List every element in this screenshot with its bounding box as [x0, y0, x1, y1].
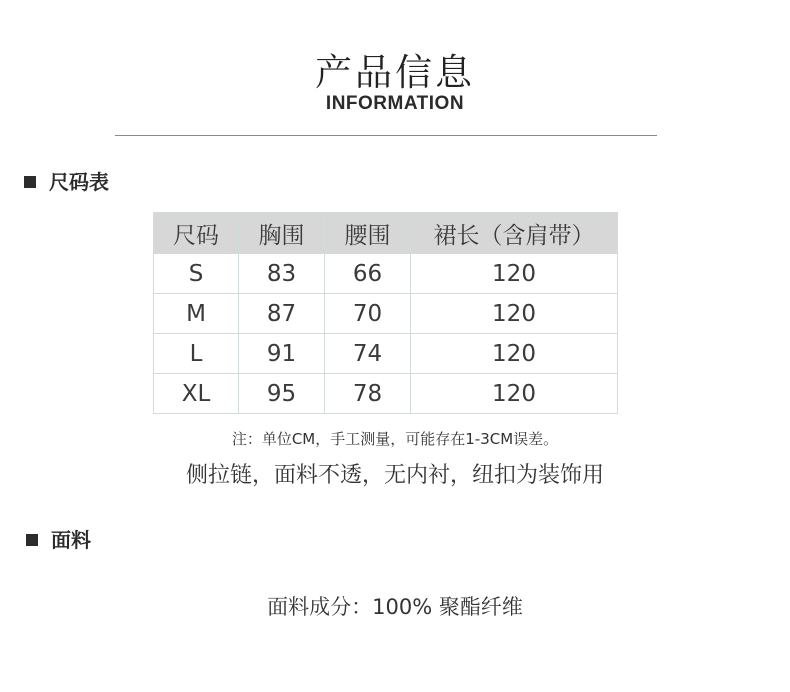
table-header-row: [154, 213, 618, 254]
cell-length: 120: [411, 334, 618, 374]
cell-bust: 87: [239, 294, 325, 334]
product-description: 侧拉链，面料不透，无内衬，纽扣为装饰用: [185, 463, 604, 488]
cell-waist: 78: [325, 374, 411, 414]
column-header-length: 裙长（含肩带）: [411, 213, 618, 254]
size-table: [153, 212, 618, 414]
cell-bust: 83: [239, 254, 325, 294]
page-subtitle: INFORMATION: [325, 93, 465, 114]
column-header-size: 尺码: [154, 213, 239, 254]
cell-bust: 91: [239, 334, 325, 374]
column-header-waist: 腰围: [325, 213, 411, 254]
fabric-composition: 面料成分：100% 聚酯纤维: [267, 595, 523, 619]
measurement-note: 注：单位CM，手工测量，可能存在1-3CM误差。: [231, 430, 559, 448]
cell-bust: 95: [239, 374, 325, 414]
cell-waist: 66: [325, 254, 411, 294]
size-chart-heading-label: 尺码表: [49, 170, 109, 194]
cell-length: 120: [411, 374, 618, 414]
cell-length: 120: [411, 254, 618, 294]
table-row: [154, 294, 618, 334]
fabric-heading-label: 面料: [51, 528, 91, 552]
square-bullet-icon: [26, 534, 38, 546]
column-header-bust: 胸围: [239, 213, 325, 254]
cell-waist: 70: [325, 294, 411, 334]
size-chart-heading: [24, 170, 109, 194]
table-row: [154, 334, 618, 374]
table-row: [154, 374, 618, 414]
page-title: 产品信息: [315, 51, 475, 94]
square-bullet-icon: [24, 176, 36, 188]
table-row: [154, 254, 618, 294]
cell-size: M: [154, 294, 239, 334]
cell-size: S: [154, 254, 239, 294]
fabric-heading: [26, 528, 91, 552]
title-divider: [115, 135, 657, 136]
cell-length: 120: [411, 294, 618, 334]
cell-size: XL: [154, 374, 239, 414]
cell-size: L: [154, 334, 239, 374]
cell-waist: 74: [325, 334, 411, 374]
